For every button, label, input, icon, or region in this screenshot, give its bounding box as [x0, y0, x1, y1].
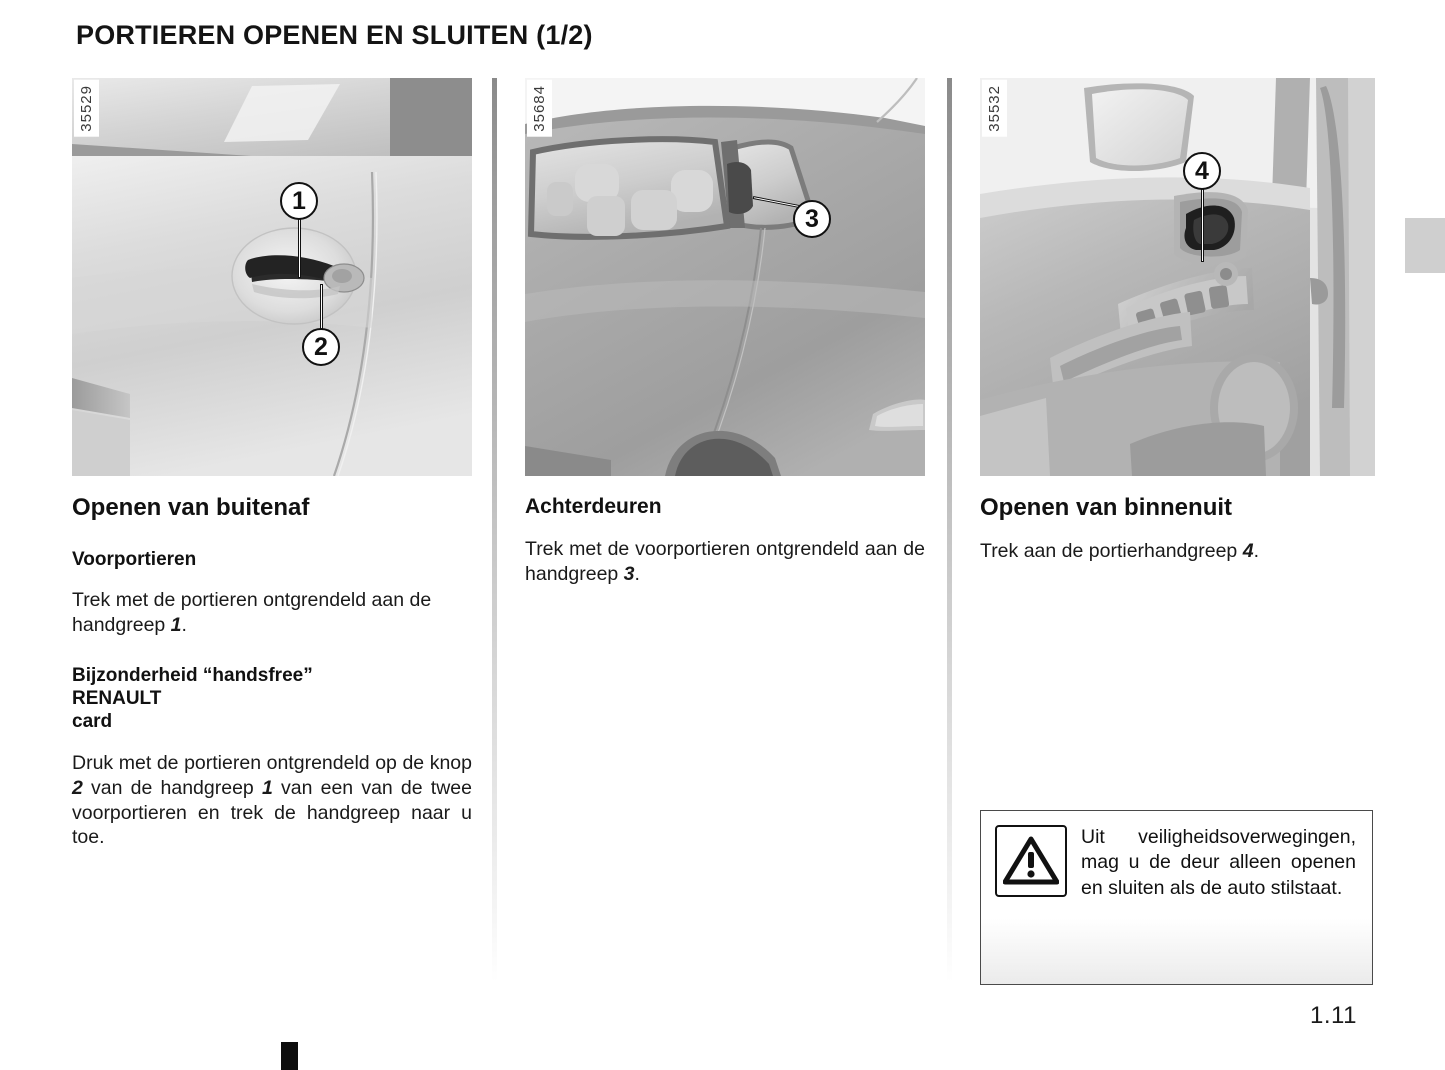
column-left [72, 78, 472, 850]
paragraph-text-a: Druk met de portieren ontgrendeld op de knop [72, 751, 472, 774]
column-divider-right [947, 78, 952, 983]
text-block-middle [525, 494, 925, 587]
paragraph-text-end: . [634, 562, 640, 585]
figure-reference-number: 35529 [74, 80, 99, 137]
paragraph-text-a: Trek aan de portierhandgreep [980, 540, 1243, 562]
column-right [980, 78, 1375, 564]
callout-bubble-4: 4 [1183, 152, 1221, 190]
callout-leader-4 [1201, 182, 1204, 262]
page-number: 1.11 [1310, 1002, 1357, 1029]
figure-reference-number: 35532 [982, 80, 1007, 137]
page-title: PORTIEREN OPENEN EN SLUITEN (1/2) [76, 20, 593, 50]
column-divider-left [492, 78, 497, 983]
subheading-line-3: card [72, 711, 113, 733]
subheading-handsfree-renault-card [72, 664, 472, 734]
bottom-registration-mark [281, 1042, 298, 1070]
safety-warning-box [980, 810, 1373, 985]
paragraph-text-end: . [181, 614, 187, 637]
paragraph-text-end: . [1253, 540, 1259, 562]
callout-ref-1: 1 [170, 614, 182, 637]
paragraph-text-a: Trek met de voorportieren ontgrendeld aan de handgreep [525, 537, 925, 585]
paragraph-text-e: van een van de twee voorportieren en trek de handgreep naar u toe. [72, 776, 472, 849]
subheading-line-2: RENAULT [72, 688, 162, 710]
interior-door-handle-photo [980, 78, 1375, 476]
heading-achterdeuren: Achterdeuren [525, 495, 662, 518]
paragraph-achterdeuren [525, 537, 925, 587]
heading-openen-van-buitenaf: Openen van buitenaf [72, 494, 310, 521]
text-block-right [980, 494, 1375, 564]
figure-interior-door-handle [980, 78, 1375, 476]
callout-bubble-2: 2 [302, 328, 340, 366]
subheading-line-1: Bijzonderheid “handsfree” [72, 665, 313, 687]
heading-openen-van-binnenuit: Openen van binnenuit [980, 494, 1233, 521]
paragraph-handsfree [72, 751, 472, 851]
callout-leader-1 [298, 216, 301, 278]
callout-ref-1b: 1 [261, 776, 273, 799]
warning-triangle-glyph [1003, 836, 1059, 886]
figure-rear-door-handle [525, 78, 925, 476]
figure-reference-number: 35684 [527, 80, 552, 137]
callout-ref-4: 4 [1242, 540, 1254, 562]
paragraph-binnenuit [980, 539, 1375, 564]
rear-door-handle-photo [525, 78, 925, 476]
subheading-voorportieren: Voorportieren [72, 549, 197, 570]
warning-triangle-icon [995, 825, 1067, 897]
callout-bubble-3: 3 [793, 200, 831, 238]
exterior-door-handle-photo [72, 78, 472, 476]
paragraph-voorportieren [72, 588, 472, 638]
warning-text: Uit veiligheidsoverwegingen, mag u de deur alleen openen en sluiten als de auto stilstaat. [1081, 826, 1356, 899]
paragraph-text-c: van de handgreep [82, 776, 262, 799]
column-middle [525, 78, 925, 587]
paragraph-text: Trek met de portieren ontgrendeld aan de handgreep [72, 589, 432, 637]
callout-ref-2: 2 [72, 776, 83, 799]
figure-exterior-door-handle [72, 78, 472, 476]
callout-ref-3: 3 [623, 562, 635, 585]
chapter-edge-tab [1405, 218, 1445, 273]
text-block-left [72, 494, 472, 850]
callout-bubble-1: 1 [280, 182, 318, 220]
